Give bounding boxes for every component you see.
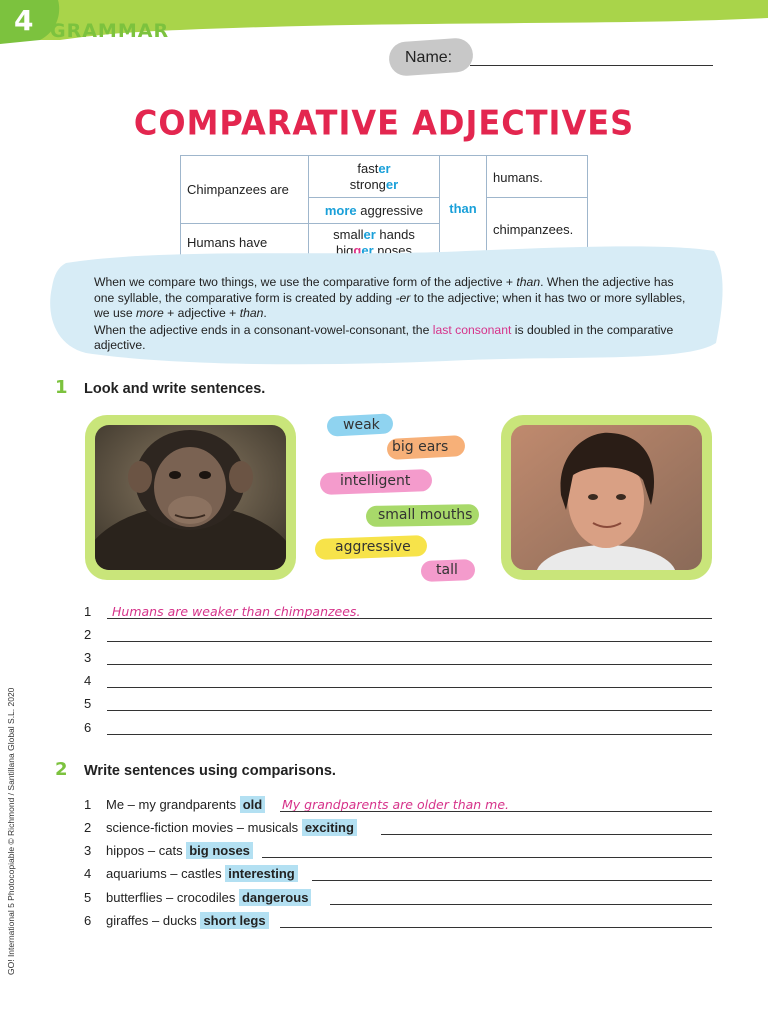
item-prompt: giraffes – ducks short legs bbox=[106, 913, 269, 928]
word-stronger: strong bbox=[349, 176, 386, 192]
item-number: 6 bbox=[84, 913, 92, 928]
boy-photo bbox=[511, 425, 702, 570]
adjective-cell bbox=[309, 156, 440, 198]
line-number: 4 bbox=[84, 673, 92, 688]
explanation-paragraph-1: When we compare two things, we use the comparative form of the adjective + than. When the adjective has one syllable, the comparative form is created by adding -er to the adjective; when it has two or more syllables, we use more + adjective + than. bbox=[94, 275, 686, 320]
answer-line[interactable] bbox=[107, 641, 712, 642]
subject-cell bbox=[181, 156, 309, 224]
item-prompt: Me – my grandparents old bbox=[106, 797, 265, 812]
answer-line[interactable] bbox=[107, 664, 712, 665]
name-label: Name: bbox=[405, 49, 453, 66]
word-aggressive: aggressive bbox=[360, 203, 424, 218]
suffix-er: er bbox=[363, 226, 376, 242]
item-number: 4 bbox=[84, 866, 92, 881]
copyright-text: GO! International 5 Photocopiable © Richmond / Santillana Global S.L. 2020 bbox=[6, 687, 16, 975]
object-cell bbox=[487, 156, 588, 198]
answer-line[interactable] bbox=[312, 880, 712, 881]
line-number: 5 bbox=[84, 696, 92, 711]
answer-line[interactable] bbox=[381, 834, 712, 835]
adjective-highlight: big noses bbox=[186, 842, 253, 859]
adjective-highlight: dangerous bbox=[239, 889, 311, 906]
adjective-cell bbox=[309, 198, 440, 224]
item-prompt: aquariums – castles interesting bbox=[106, 866, 298, 881]
name-field[interactable] bbox=[470, 65, 713, 66]
exercise-1-number: 1 bbox=[55, 377, 68, 398]
word-tag-big-ears: big ears bbox=[387, 437, 443, 453]
word-faster: fast bbox=[357, 160, 379, 176]
object-1: humans. bbox=[493, 170, 543, 185]
answer-line[interactable] bbox=[107, 710, 712, 711]
section-label: GRAMMAR bbox=[50, 20, 170, 42]
word-smaller: small bbox=[333, 226, 364, 242]
item-number: 1 bbox=[84, 797, 92, 812]
word-tag-intelligent: intelligent bbox=[320, 471, 390, 487]
page-title: COMPARATIVE ADJECTIVES bbox=[133, 103, 635, 143]
adjective-highlight: short legs bbox=[200, 912, 268, 929]
answer-line[interactable] bbox=[107, 618, 712, 619]
answer-line[interactable] bbox=[107, 734, 712, 735]
word-tag-aggressive: aggressive bbox=[315, 537, 391, 553]
exercise-1-instruction: Look and write sentences. bbox=[84, 381, 266, 397]
word-than: than bbox=[449, 201, 477, 216]
word-noses: noses bbox=[377, 242, 412, 258]
explanation-paragraph-2: When the adjective ends in a consonant-vowel-consonant, the last consonant is doubled in the comparative adjective. bbox=[94, 322, 674, 352]
word-tag-small-mouths: small mouths bbox=[366, 505, 460, 521]
chimpanzee-photo bbox=[95, 425, 286, 570]
answer-line[interactable] bbox=[280, 811, 712, 812]
grammar-explanation bbox=[94, 275, 694, 355]
unit-number: 4 bbox=[14, 4, 34, 37]
adjective-highlight: interesting bbox=[225, 865, 297, 882]
answer-text: Humans are weaker than chimpanzees. bbox=[112, 604, 361, 619]
doubled-consonant: g bbox=[353, 242, 362, 258]
suffix-er: er bbox=[361, 242, 374, 258]
line-number: 2 bbox=[84, 627, 92, 642]
adjective-highlight: exciting bbox=[302, 819, 357, 836]
answer-line[interactable] bbox=[280, 927, 712, 928]
object-2: chimpanzees. bbox=[493, 222, 574, 237]
word-more: more bbox=[324, 203, 357, 218]
item-number: 2 bbox=[84, 820, 92, 835]
item-prompt: hippos – cats big noses bbox=[106, 843, 253, 858]
answer-line[interactable] bbox=[330, 904, 712, 905]
adjective-highlight: old bbox=[240, 796, 266, 813]
subject-2: Humans have bbox=[187, 235, 268, 250]
item-number: 3 bbox=[84, 843, 92, 858]
item-prompt: science-fiction movies – musicals exciting bbox=[106, 820, 357, 835]
exercise-2-instruction: Write sentences using comparisons. bbox=[84, 763, 336, 779]
suffix-er: er bbox=[378, 160, 391, 176]
answer-text: My grandparents are older than me. bbox=[282, 797, 510, 812]
suffix-er: er bbox=[385, 176, 399, 192]
item-number: 5 bbox=[84, 890, 92, 905]
answer-line[interactable] bbox=[107, 687, 712, 688]
line-number: 1 bbox=[84, 604, 92, 619]
word-tag-tall: tall bbox=[421, 560, 443, 576]
highlight-last-consonant: last consonant bbox=[432, 322, 512, 337]
item-prompt: butterflies – crocodiles dangerous bbox=[106, 890, 311, 905]
word-tag-weak: weak bbox=[327, 415, 364, 431]
exercise-2-number: 2 bbox=[55, 759, 68, 780]
word-hands: hands bbox=[379, 226, 415, 242]
subject-1: Chimpanzees are bbox=[187, 182, 289, 197]
line-number: 3 bbox=[84, 650, 92, 665]
answer-line[interactable] bbox=[262, 857, 712, 858]
word-bigger: big bbox=[336, 242, 354, 258]
line-number: 6 bbox=[84, 720, 92, 735]
